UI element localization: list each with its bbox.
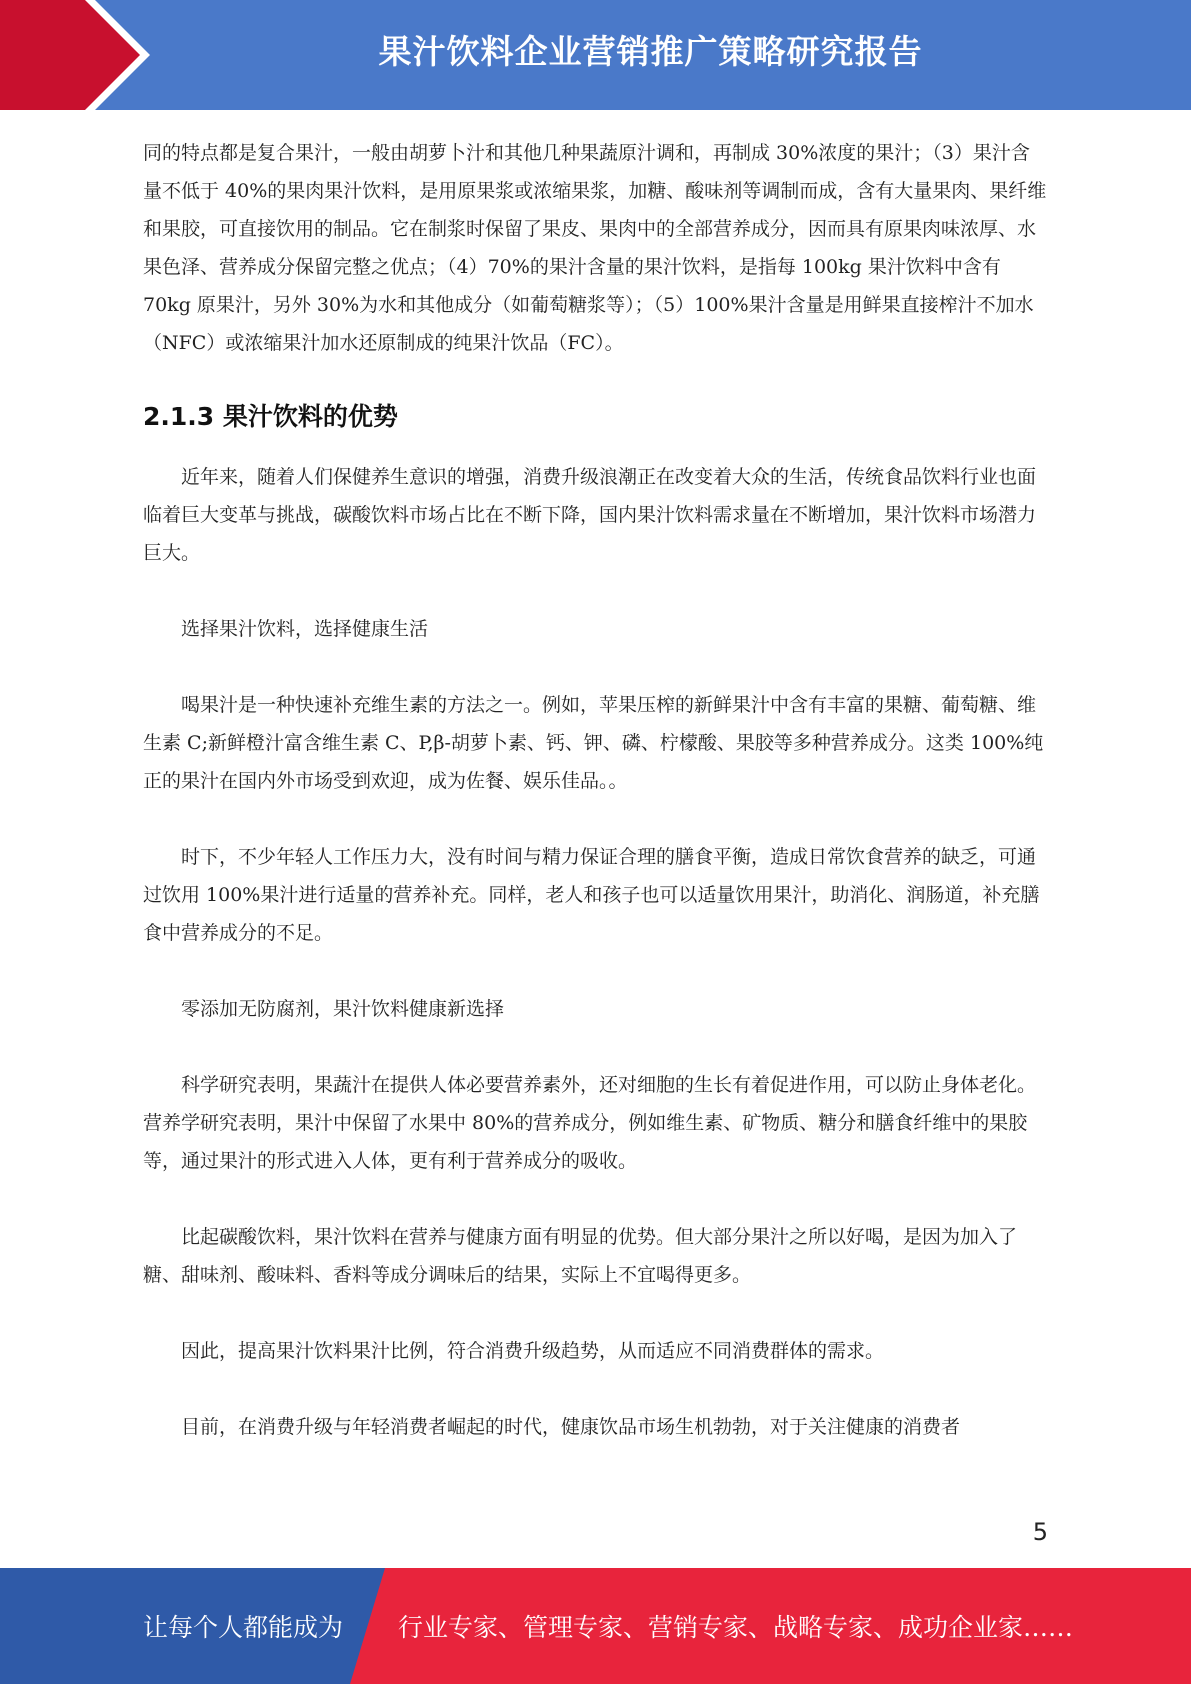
section-heading: 2.1.3 果汁饮料的优势 [143,402,398,431]
page-content [143,134,1048,1446]
subheading-healthy-life: 选择果汁饮料，选择健康生活 [181,618,429,640]
page-footer [0,1568,1191,1684]
document-title: 果汁饮料企业营销推广策略研究报告 [378,32,923,71]
footer-slogan-left: 让每个人都能成为 [143,1613,344,1642]
paragraph: 时下，不少年轻人工作压力大，没有时间与精力保证合理的膳食平衡，造成日常饮食营养的缺乏，可通过饮用 100%果汁进行适量的营养补充。同样，老人和孩子也可以适量饮用果汁，助消化、润肠道，补充膳食中营养成分的不足。 [143,846,1040,944]
paragraph: 因此，提高果汁饮料果汁比例，符合消费升级趋势，从而适应不同消费群体的需求。 [181,1340,885,1362]
paragraph: 目前，在消费升级与年轻消费者崛起的时代，健康饮品市场生机勃勃，对于关注健康的消费者 [181,1416,961,1438]
page-number: 5 [1032,1518,1048,1546]
page-header [0,0,1191,110]
paragraph: 喝果汁是一种快速补充维生素的方法之一。例如，苹果压榨的新鲜果汁中含有丰富的果糖、葡萄糖、维生素 C;新鲜橙汁富含维生素 C、P,β-胡萝卜素、钙、钾、磷、柠檬酸、果胶等多种营养成分。这类 100%纯正的果汁在国内外市场受到欢迎，成为佐餐、娱乐佳品。。 [143,694,1044,792]
footer-slogan-right: 行业专家、管理专家、营销专家、战略专家、成功企业家…… [398,1613,1074,1642]
paragraph: 科学研究表明，果蔬汁在提供人体必要营养素外，还对细胞的生长有着促进作用，可以防止身体老化。营养学研究表明，果汁中保留了水果中 80%的营养成分，例如维生素、矿物质、糖分和膳食纤维中的果胶等，通过果汁的形式进入人体，更有利于营养成分的吸收。 [143,1074,1037,1172]
paragraph-continuation: 同的特点都是复合果汁，一般由胡萝卜汁和其他几种果蔬原汁调和，再制成 30%浓度的果汁；（3）果汁含量不低于 40%的果肉果汁饮料，是用原果浆或浓缩果浆，加糖、酸味剂等调制而成，含有大量果肉、果纤维和果胶，可直接饮用的制品。它在制浆时保留了果皮、果肉中的全部营养成分，因而具有原果肉味浓厚、水果色泽、营养成分保留完整之优点；（4）70%的果汁含量的果汁饮料，是指每 100kg 果汁饮料中含有 70kg 原果汁，另外 30%为水和其他成分（如葡萄糖浆等）；（5）100%果汁含量是用鲜果直接榨汁不加水（NFC）或浓缩果汁加水还原制成的纯果汁饮品（FC）。 [143,142,1047,354]
red-chevron-decoration [0,0,160,110]
paragraph: 比起碳酸饮料，果汁饮料在营养与健康方面有明显的优势。但大部分果汁之所以好喝，是因为加入了糖、甜味剂、酸味料、香料等成分调味后的结果，实际上不宜喝得更多。 [143,1226,1018,1286]
paragraph: 近年来，随着人们保健养生意识的增强，消费升级浪潮正在改变着大众的生活，传统食品饮料行业也面临着巨大变革与挑战，碳酸饮料市场占比在不断下降，国内果汁饮料需求量在不断增加，果汁饮料市场潜力巨大。 [143,466,1037,564]
subheading-no-preservatives: 零添加无防腐剂，果汁饮料健康新选择 [181,998,505,1020]
